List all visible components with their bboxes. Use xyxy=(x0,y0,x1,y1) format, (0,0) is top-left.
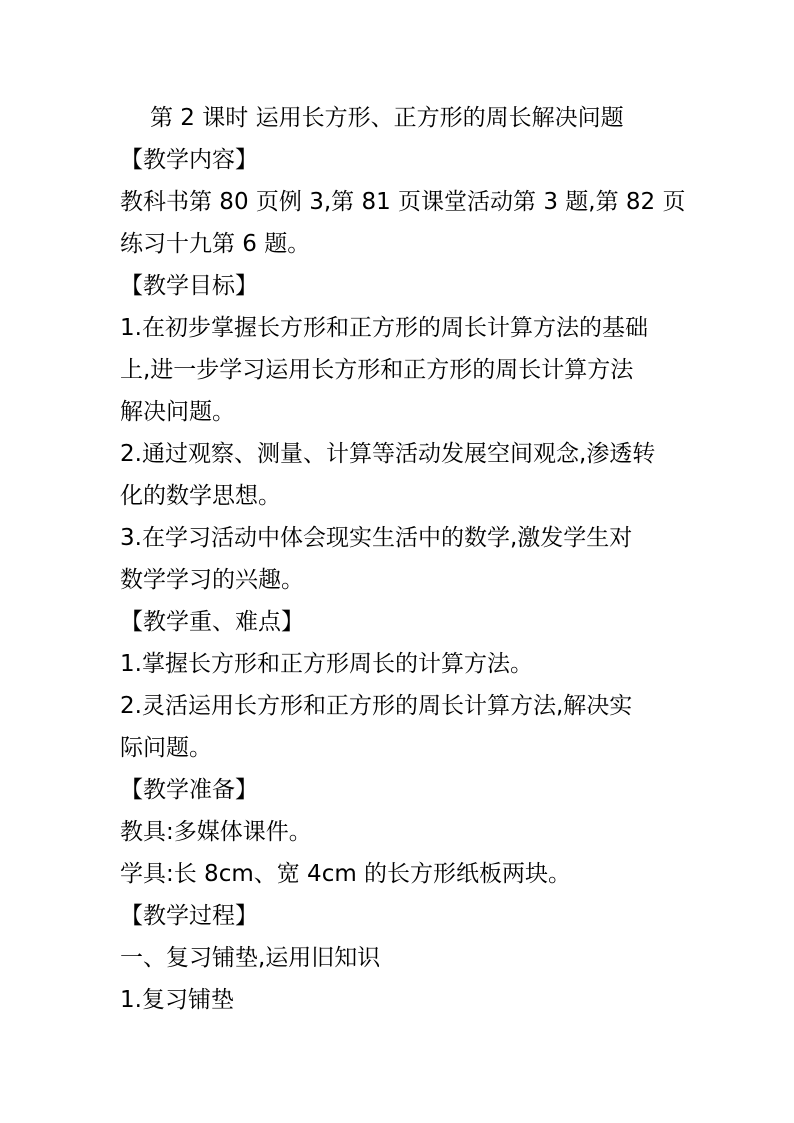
preparation-teacher-tools: 教具:多媒体课件。 xyxy=(120,819,312,845)
lesson-title: 第 2 课时 运用长方形、正方形的周长解决问题 xyxy=(150,105,624,131)
goal-1-line-3: 解决问题。 xyxy=(120,399,235,425)
goal-3-line-1: 3.在学习活动中体会现实生活中的数学,激发学生对 xyxy=(120,525,633,551)
process-section-1: 一、复习铺垫,运用旧知识 xyxy=(120,945,381,971)
key-point-2-line-2: 际问题。 xyxy=(120,735,212,761)
key-point-1: 1.掌握长方形和正方形周长的计算方法。 xyxy=(120,651,533,677)
content-line-2: 练习十九第 6 题。 xyxy=(120,231,311,257)
heading-key-points: 【教学重、难点】 xyxy=(120,609,304,635)
preparation-student-tools: 学具:长 8cm、宽 4cm 的长方形纸板两块。 xyxy=(120,861,572,887)
heading-teaching-content: 【教学内容】 xyxy=(120,147,258,173)
heading-process: 【教学过程】 xyxy=(120,903,258,929)
goal-3-line-2: 数学学习的兴趣。 xyxy=(120,567,304,593)
goal-2-line-1: 2.通过观察、测量、计算等活动发展空间观念,渗透转 xyxy=(120,441,656,467)
heading-teaching-goals: 【教学目标】 xyxy=(120,273,258,299)
key-point-2-line-1: 2.灵活运用长方形和正方形的周长计算方法,解决实 xyxy=(120,693,633,719)
goal-2-line-2: 化的数学思想。 xyxy=(120,483,281,509)
process-step-1: 1.复习铺垫 xyxy=(120,987,234,1013)
content-line-1: 教科书第 80 页例 3,第 81 页课堂活动第 3 题,第 82 页 xyxy=(120,189,686,215)
heading-preparation: 【教学准备】 xyxy=(120,777,258,803)
goal-1-line-2: 上,进一步学习运用长方形和正方形的周长计算方法 xyxy=(120,357,634,383)
goal-1-line-1: 1.在初步掌握长方形和正方形的周长计算方法的基础 xyxy=(120,315,648,341)
